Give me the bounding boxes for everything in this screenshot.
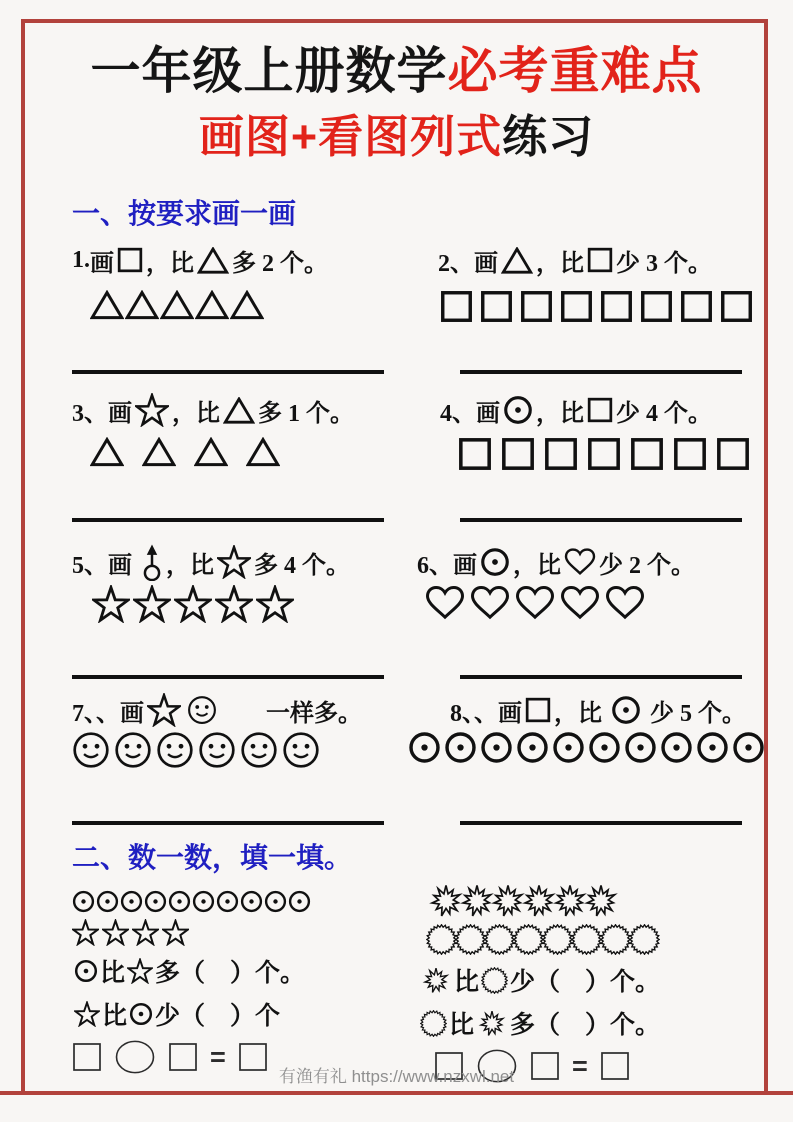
separator-line xyxy=(72,821,384,825)
prompt-text: 画 xyxy=(476,400,500,427)
prompt-text: 画 xyxy=(120,700,144,727)
exercise-8-number: 8、、 xyxy=(450,700,498,727)
square-icon xyxy=(640,290,673,323)
prompt-text: 画 xyxy=(453,552,477,579)
prompt-text: ，比 xyxy=(146,250,194,277)
prompt-text: 多 4 个。 xyxy=(254,552,350,579)
equals-sign: = xyxy=(572,1050,588,1081)
prompt-text: 画 xyxy=(474,250,498,277)
circle-dot-icon xyxy=(408,731,441,764)
subtitle-red-part: 画图+看图列式 xyxy=(198,111,503,162)
heart-icon xyxy=(425,585,465,621)
exercise-5-number: 5、 xyxy=(72,552,108,579)
smiley-icon xyxy=(187,695,217,725)
prompt-text: 画 xyxy=(108,552,138,579)
title-black-part: 一年级上册数学 xyxy=(90,43,448,99)
square-icon xyxy=(716,437,750,471)
circle-dot-icon xyxy=(144,890,167,913)
star-icon xyxy=(217,545,251,579)
exercise-7-prompt xyxy=(72,690,362,730)
exercise-4-shape-row xyxy=(458,437,750,471)
square-icon xyxy=(587,437,621,471)
circle-dot-icon xyxy=(732,731,765,764)
title-red-part: 必考重难点 xyxy=(447,43,703,99)
separator-line xyxy=(460,821,742,825)
square-icon xyxy=(525,697,551,723)
bottom-red-line xyxy=(0,1091,793,1095)
triangle-icon xyxy=(142,437,176,467)
compare-question-line xyxy=(418,1005,660,1041)
exercise-1-number: 1. xyxy=(72,246,90,273)
prompt-text: ，比 xyxy=(166,552,214,579)
square-icon xyxy=(680,290,713,323)
gear-icon xyxy=(513,924,544,955)
exercise-2-prompt xyxy=(438,240,712,280)
square-icon xyxy=(720,290,753,323)
heart-icon xyxy=(605,585,645,621)
circle-dot-icon xyxy=(503,395,533,425)
exercise-7-number: 7、、 xyxy=(72,700,120,727)
separator-line xyxy=(72,518,384,522)
smiley-icon xyxy=(156,731,194,769)
count-shape-row xyxy=(72,890,311,913)
circle-dot-icon xyxy=(696,731,729,764)
prompt-text: ，比 xyxy=(554,700,608,727)
triangle-icon xyxy=(246,437,280,467)
star-icon xyxy=(256,585,294,623)
triangle-icon xyxy=(195,290,229,320)
triangle-icon xyxy=(197,247,229,274)
square-icon xyxy=(544,437,578,471)
prompt-text: ，比 xyxy=(513,552,561,579)
circle-dot-icon xyxy=(480,731,513,764)
gear-icon xyxy=(600,924,631,955)
exercise-4-number: 4、 xyxy=(440,400,476,427)
square-icon xyxy=(587,247,613,273)
gear-icon xyxy=(455,924,486,955)
question-text: 多（ ）个。 xyxy=(155,960,306,987)
triangle-icon xyxy=(160,290,194,320)
gear-icon xyxy=(426,924,457,955)
burst-icon xyxy=(476,1010,508,1037)
burst-icon xyxy=(581,884,621,918)
exercise-2-number: 2、 xyxy=(438,250,474,277)
smiley-icon xyxy=(114,731,152,769)
star-icon xyxy=(147,693,181,727)
question-text: 少（ ）个。 xyxy=(510,969,661,996)
gear-icon xyxy=(542,924,573,955)
triangle-icon xyxy=(90,290,124,320)
exercise-6-shape-row xyxy=(425,585,645,621)
prompt-text: 多 2 个。 xyxy=(232,250,328,277)
circle-dot-icon xyxy=(72,890,95,913)
square-icon xyxy=(560,290,593,323)
gear-icon xyxy=(481,967,508,994)
star-icon xyxy=(127,958,153,984)
star-icon xyxy=(92,585,130,623)
equals-sign: = xyxy=(210,1041,226,1072)
heart-icon xyxy=(470,585,510,621)
square-icon xyxy=(520,290,553,323)
circle-dot-icon xyxy=(624,731,657,764)
triangle-icon xyxy=(194,437,228,467)
circle-dot-icon xyxy=(611,695,641,725)
count-shape-row xyxy=(426,884,660,918)
footer-credit: 有渔有礼 https://www.nzxwl.net xyxy=(278,1067,515,1086)
burst-icon xyxy=(420,967,452,994)
square-icon xyxy=(673,437,707,471)
square-icon xyxy=(587,397,613,423)
question-text: 少（ ）个 xyxy=(155,1003,281,1030)
compare-question-line xyxy=(418,962,660,998)
prompt-text: ，比 xyxy=(172,400,220,427)
arrow-circle-icon xyxy=(141,544,163,581)
star-icon xyxy=(72,919,99,946)
section1-heading: 一、按要求画一画 xyxy=(72,198,297,229)
smiley-icon xyxy=(240,731,278,769)
circle-dot-icon xyxy=(74,959,98,983)
star-icon xyxy=(135,393,169,427)
square-icon xyxy=(440,290,473,323)
star-icon xyxy=(74,1001,100,1027)
gear-icon xyxy=(420,1010,447,1037)
smiley-icon xyxy=(198,731,236,769)
separator-line xyxy=(460,518,742,522)
page-subtitle xyxy=(0,112,793,162)
heart-icon xyxy=(564,548,596,576)
triangle-icon xyxy=(125,290,159,320)
prompt-text: 少 4 个。 xyxy=(616,400,712,427)
star-icon xyxy=(132,919,159,946)
count-shape-row xyxy=(426,924,660,955)
prompt-text: 少 5 个。 xyxy=(644,700,746,727)
circle-dot-icon xyxy=(96,890,119,913)
exercise-6-number: 6、 xyxy=(417,552,453,579)
section2-right-column xyxy=(418,884,660,1084)
circle-dot-icon xyxy=(516,731,549,764)
star-icon xyxy=(133,585,171,623)
question-text: 比 xyxy=(449,1012,475,1039)
star-icon xyxy=(102,919,129,946)
circle-dot-icon xyxy=(129,1002,153,1026)
exercise-1-shape-row xyxy=(90,290,264,320)
square-icon xyxy=(600,290,633,323)
circle-dot-icon xyxy=(120,890,143,913)
prompt-text: ，比 xyxy=(536,250,584,277)
triangle-icon xyxy=(501,247,533,274)
circle-dot-icon xyxy=(552,731,585,764)
square-icon xyxy=(630,437,664,471)
circle-dot-icon xyxy=(264,890,287,913)
exercise-6-prompt xyxy=(417,542,695,582)
exercise-5-prompt xyxy=(72,542,350,582)
exercise-5-shape-row xyxy=(92,585,294,623)
prompt-text: 画 xyxy=(108,400,132,427)
exercise-8-prompt xyxy=(450,690,746,730)
square-icon xyxy=(458,437,492,471)
circle-dot-icon xyxy=(192,890,215,913)
prompt-text: 少 2 个。 xyxy=(599,552,695,579)
heart-icon xyxy=(560,585,600,621)
separator-line xyxy=(72,675,384,679)
triangle-icon xyxy=(90,437,124,467)
circle-dot-icon xyxy=(240,890,263,913)
compare-question-line xyxy=(72,996,311,1032)
star-icon xyxy=(215,585,253,623)
star-icon xyxy=(162,919,189,946)
square-icon xyxy=(117,247,143,273)
prompt-text: 一样多。 xyxy=(266,700,362,727)
exercise-7-shape-row xyxy=(72,731,320,769)
gear-icon xyxy=(629,924,660,955)
exercise-3-shape-row xyxy=(90,437,280,467)
prompt-text: 画 xyxy=(498,700,522,727)
exercise-8-shape-row xyxy=(408,731,765,764)
separator-line xyxy=(72,370,384,374)
prompt-text: ，比 xyxy=(536,400,584,427)
exercise-3-prompt xyxy=(72,390,354,430)
circle-dot-icon xyxy=(216,890,239,913)
section2-left-column xyxy=(72,890,311,1075)
separator-line xyxy=(460,370,742,374)
exercise-3-number: 3、 xyxy=(72,400,108,427)
gear-icon xyxy=(571,924,602,955)
triangle-icon xyxy=(230,290,264,320)
question-text: 多（ ）个。 xyxy=(510,1012,661,1039)
circle-dot-icon xyxy=(168,890,191,913)
smiley-icon xyxy=(72,731,110,769)
section2-heading: 二、数一数，填一填。 xyxy=(72,842,353,873)
heart-icon xyxy=(515,585,555,621)
question-text: 比 xyxy=(454,969,480,996)
smiley-icon xyxy=(282,731,320,769)
compare-question-line xyxy=(72,953,311,989)
prompt-text: 少 3 个。 xyxy=(616,250,712,277)
prompt-text: 画 xyxy=(90,250,114,277)
circle-dot-icon xyxy=(480,547,510,577)
page-title xyxy=(0,44,793,99)
separator-line xyxy=(460,675,742,679)
question-text: 比 xyxy=(100,960,126,987)
circle-dot-icon xyxy=(444,731,477,764)
triangle-icon xyxy=(223,397,255,424)
circle-dot-icon xyxy=(288,890,311,913)
prompt-text: 多 1 个。 xyxy=(258,400,354,427)
square-icon xyxy=(501,437,535,471)
question-text: 比 xyxy=(102,1003,128,1030)
subtitle-black-part: 练习 xyxy=(502,111,595,162)
star-icon xyxy=(174,585,212,623)
exercise-2-shape-row xyxy=(440,290,753,323)
count-shape-row xyxy=(72,919,311,946)
circle-dot-icon xyxy=(660,731,693,764)
square-icon xyxy=(480,290,513,323)
circle-dot-icon xyxy=(588,731,621,764)
exercise-1-prompt xyxy=(72,240,328,280)
exercise-4-prompt xyxy=(440,390,712,430)
gear-icon xyxy=(484,924,515,955)
